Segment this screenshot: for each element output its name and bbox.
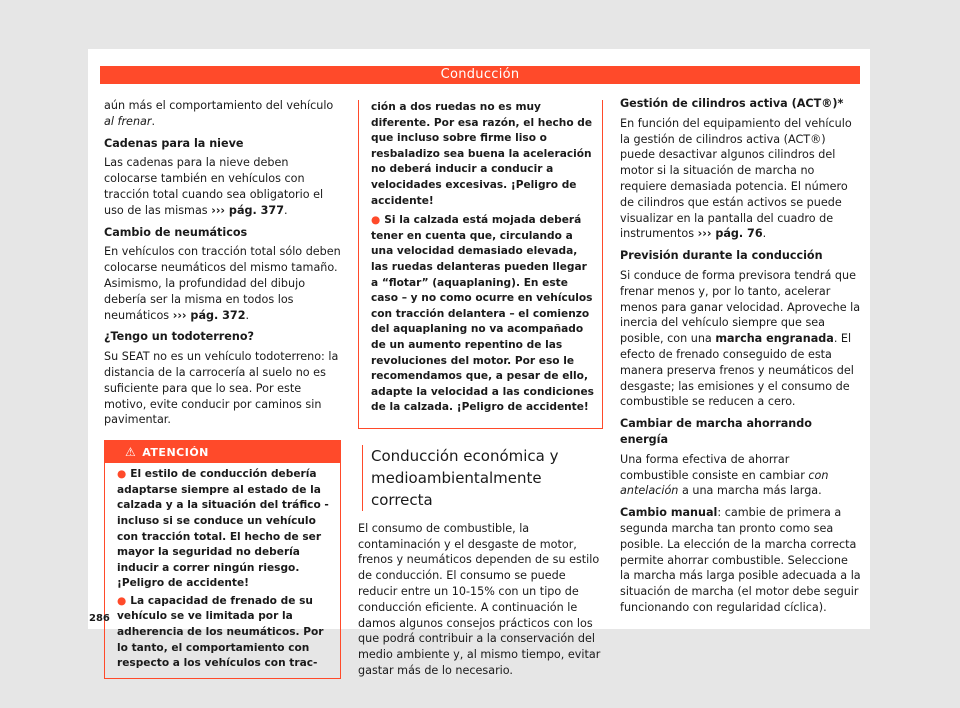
heading-offroad: ¿Tengo un todoterreno? <box>104 330 255 344</box>
bullet-icon: ● <box>117 594 127 607</box>
warning-item: ● Si la calzada está mojada deberá tener en cuenta que, circulando a una velocidad demasiado elevada, las ruedas delanteras pueden llegar a “flotar” (aquaplaning). En este caso – y no como ocurre en vehículos con tracción delantera – el comienzo del aquaplaning no va acompañado de un aumento repentino de las revoluciones del motor. Por eso le recomendamos que, a pesar de ello, adapte la velocidad a las condiciones de la calzada. ¡Peligro de accidente! <box>371 214 594 414</box>
paragraph-anticipation: Si conduce de forma previsora tendrá que frenar menos y, por lo tanto, acelerar menos para ganar velocidad. Aproveche la inercia del vehículo siempre que sea posible, con una marcha engranada. El efecto de frenado conseguido de esta manera preserva frenos y neumáticos del desgaste; las emisiones y el consumo de combustible se reducen a cero. <box>620 268 861 409</box>
warning-box <box>104 440 341 679</box>
warning-item: ● La capacidad de frenado de su vehículo se ve limitada por la adherencia de los neumáticos. Por lo tanto, el comportamiento con respecto a los vehículos con trac- <box>117 594 324 670</box>
page-reference-link[interactable]: ››› pág. 372 <box>172 308 246 322</box>
warning-box-continued <box>358 100 603 429</box>
paragraph-act: En función del equipamiento del vehículo la gestión de cilindros activa (ACT®) puede desactivar algunos cilindros del motor si la situación de marcha no requiere demasiada potencia. El número de cilindros que están activos se puede visualizar en la pantalla del cuadro de instrumentos ››› pág. 76. <box>620 116 852 241</box>
section-title-wrap <box>362 445 603 511</box>
paragraph-manual: Cambio manual: cambie de primera a segunda marcha tan pronto como sea posible. La elección de la marcha correcta permite ahorrar combustible. Seleccione la marcha más larga posible adecuada a la situación de marcha (el motor debe seguir funcionando con regularidad cíclica). <box>620 506 861 614</box>
column-left <box>104 98 341 679</box>
section-title: Conducción económica y medioambientalmente correcta <box>371 446 559 509</box>
warning-body <box>105 463 340 672</box>
column-right <box>620 96 861 622</box>
bullet-icon: ● <box>117 468 127 481</box>
warning-triangle-icon: ⚠ <box>125 445 137 460</box>
heading-anticipation: Previsión durante la conducción <box>620 249 823 263</box>
paragraph-intro: aún más el comportamiento del vehículo al frenar. <box>104 99 334 128</box>
paragraph-offroad: Su SEAT no es un vehículo todoterreno: la distancia de la carrocería al suelo no es suficiente para que lo sea. Por este motivo, evite conducir por caminos sin pavimentar. <box>104 350 339 427</box>
paragraph-snow-chains: Las cadenas para la nieve deben colocarse también en vehículos con tracción total cuando sea obligatorio el uso de las mismas ››› pág. 377. <box>104 156 324 217</box>
page-reference-link[interactable]: ››› pág. 76 <box>697 227 763 241</box>
page-number: 286 <box>89 613 110 624</box>
warning-item: ción a dos ruedas no es muy diferente. Por esa razón, el hecho de que incluso sobre firme liso o resbaladizo sea buena la aceleración no deberá inducir a conducir a velocidades excesivas. ¡Peligro de accidente! <box>371 101 593 207</box>
page-reference-link[interactable]: ››› pág. 377 <box>211 203 284 217</box>
bullet-icon: ● <box>371 214 381 227</box>
paragraph-gear-change: Una forma efectiva de ahorrar combustible consiste en cambiar con antelación a una marcha más larga. <box>620 452 829 498</box>
heading-snow-chains: Cadenas para la nieve <box>104 136 244 150</box>
paragraph-tyre-change: En vehículos con tracción total sólo deben colocarse neumáticos del mismo tamaño. Asimismo, la profundidad del dibujo debería ser la misma en todos los neumáticos ››› pág. 372. <box>104 245 341 322</box>
column-middle <box>358 100 603 685</box>
heading-gear-change: Cambiar de marcha ahorrando energía <box>620 417 812 446</box>
heading-tyre-change: Cambio de neumáticos <box>104 225 248 239</box>
page-header: Conducción <box>100 66 860 84</box>
warning-item: ● El estilo de conducción debería adaptarse siempre al estado de la calzada y a la situación del tráfico - incluso si se conduce un vehículo con tracción total. El hecho de ser mayor la seguridad no debería inducir a correr ningún riesgo. ¡Peligro de accidente! <box>117 468 329 590</box>
warning-header: ⚠ ATENCIÓN <box>105 441 340 463</box>
heading-act: Gestión de cilindros activa (ACT®)* <box>620 97 844 110</box>
paragraph-eco: El consumo de combustible, la contaminación y el desgaste de motor, frenos y neumáticos dependen de su estilo de conducción. El consumo se puede reducir entre un 10-15% con un tipo de conducción eficiente. A continuación le damos algunos consejos prácticos con los que podrá contribuir a la conservación del medio ambiente y, al mismo tiempo, evitar gastar más de lo necesario. <box>358 521 601 678</box>
